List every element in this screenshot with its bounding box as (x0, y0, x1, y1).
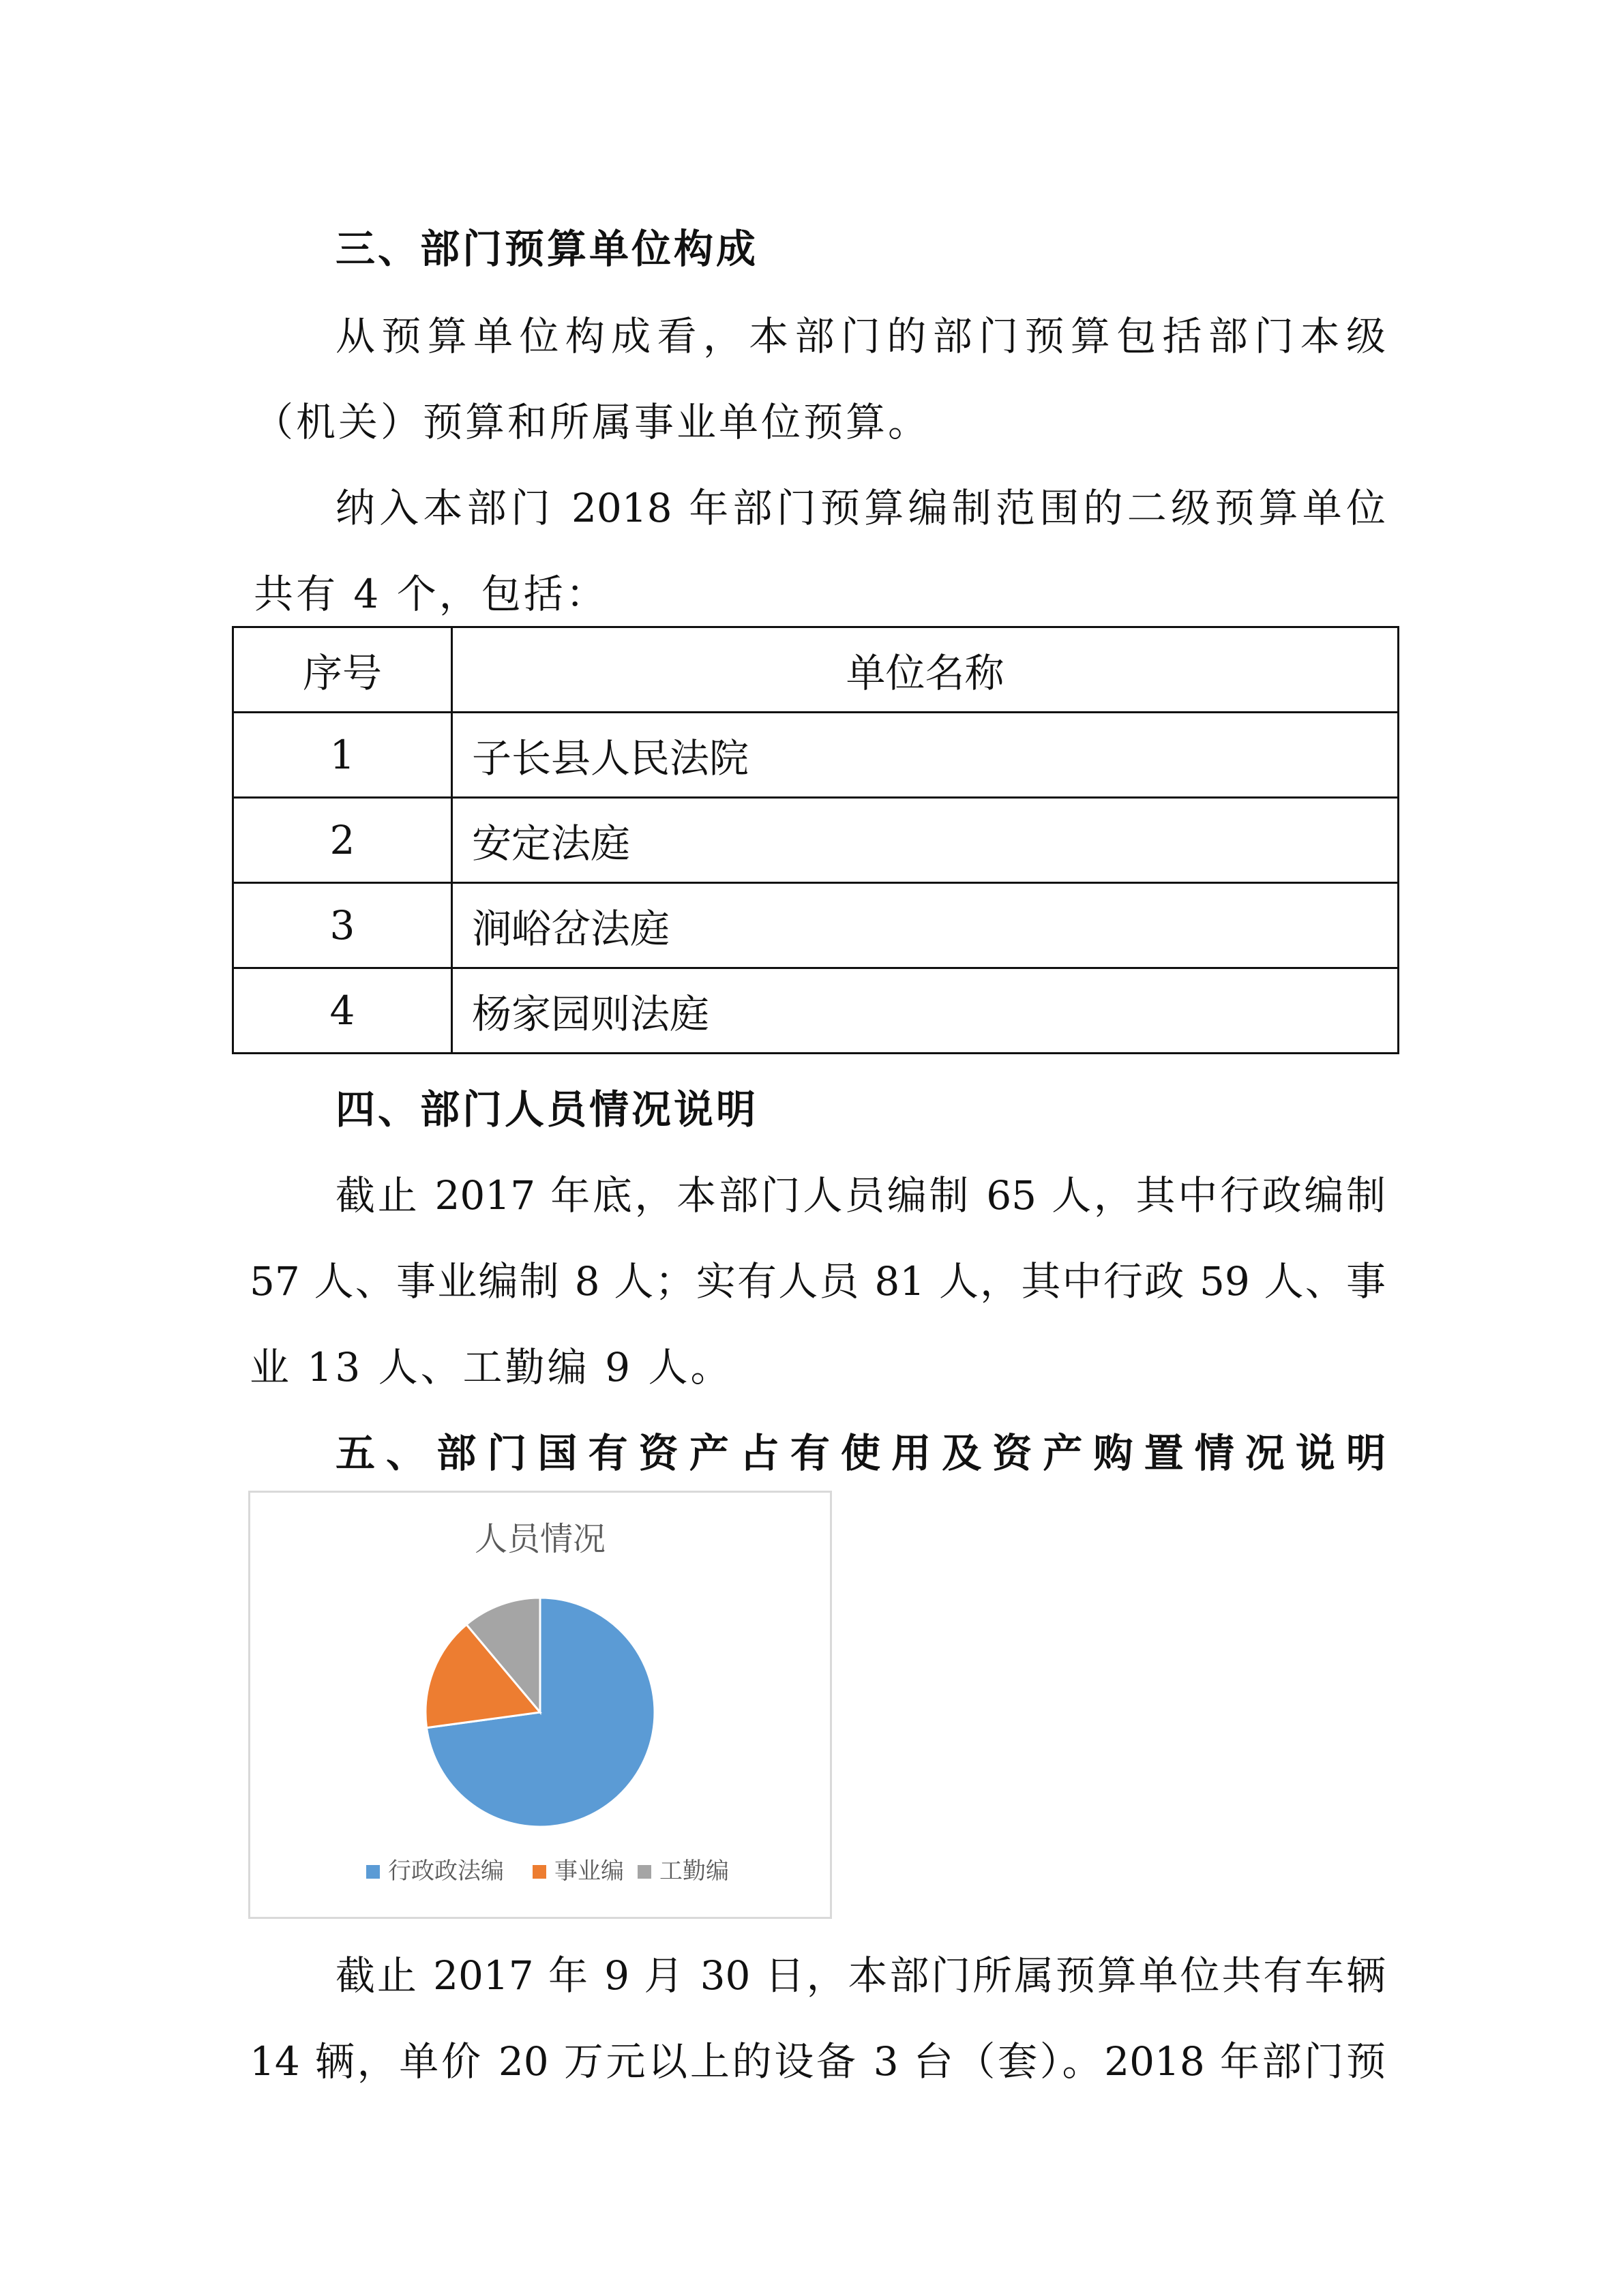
legend-swatch-1 (366, 1865, 380, 1879)
cell-unit-name: 子长县人民法院 (452, 713, 1399, 798)
paragraph-line: （机关）预算和所属事业单位预算。 (254, 399, 931, 445)
column-header-number: 序号 (233, 627, 452, 713)
table-header-row (233, 627, 1399, 713)
chart-title: 人员情况 (474, 1520, 606, 1558)
cell-number: 2 (233, 798, 452, 883)
section-heading-4: 四、部门人员情况说明 (336, 1086, 759, 1133)
table-row (233, 968, 1399, 1054)
paragraph-line: 业 13 人、工勤编 9 人。 (250, 1344, 733, 1390)
legend-swatch-2 (533, 1865, 546, 1879)
paragraph-line: 截止 2017 年 9 月 30 日，本部门所属预算单位共有车辆 (336, 1952, 1386, 1999)
table-row (233, 798, 1399, 883)
legend-label-3: 工勤编 (659, 1858, 729, 1885)
paragraph-line: 共有 4 个，包括： (254, 571, 608, 617)
paragraph-line: 从预算单位构成看，本部门的部门预算包括部门本级 (336, 313, 1386, 359)
paragraph-line: 57 人、事业编制 8 人；实有人员 81 人，其中行政 59 人、事 (250, 1258, 1386, 1304)
budget-units-table (232, 626, 1399, 1054)
cell-number: 4 (233, 968, 452, 1054)
cell-unit-name: 涧峪岔法庭 (452, 883, 1399, 968)
paragraph-line: 14 辆，单价 20 万元以上的设备 3 台（套）。2018 年部门预 (250, 2038, 1386, 2085)
table-row (233, 713, 1399, 798)
staff-pie-chart (248, 1491, 832, 1919)
legend-label-1: 行政政法编 (388, 1858, 504, 1885)
table-row (233, 883, 1399, 968)
legend-label-2: 事业编 (554, 1858, 624, 1885)
cell-number: 3 (233, 883, 452, 968)
legend-swatch-3 (638, 1865, 651, 1879)
section-heading-5: 五、部门国有资产占有使用及资产购置情况说明 (336, 1430, 1386, 1476)
cell-unit-name: 杨家园则法庭 (452, 968, 1399, 1054)
pie-chart-svg (250, 1493, 830, 1917)
paragraph-line: 截止 2017 年底，本部门人员编制 65 人，其中行政编制 (336, 1172, 1386, 1219)
column-header-unit-name: 单位名称 (452, 627, 1399, 713)
section-heading-3: 三、部门预算单位构成 (336, 226, 759, 272)
cell-number: 1 (233, 713, 452, 798)
paragraph-line: 纳入本部门 2018 年部门预算编制范围的二级预算单位 (336, 485, 1386, 531)
cell-unit-name: 安定法庭 (452, 798, 1399, 883)
